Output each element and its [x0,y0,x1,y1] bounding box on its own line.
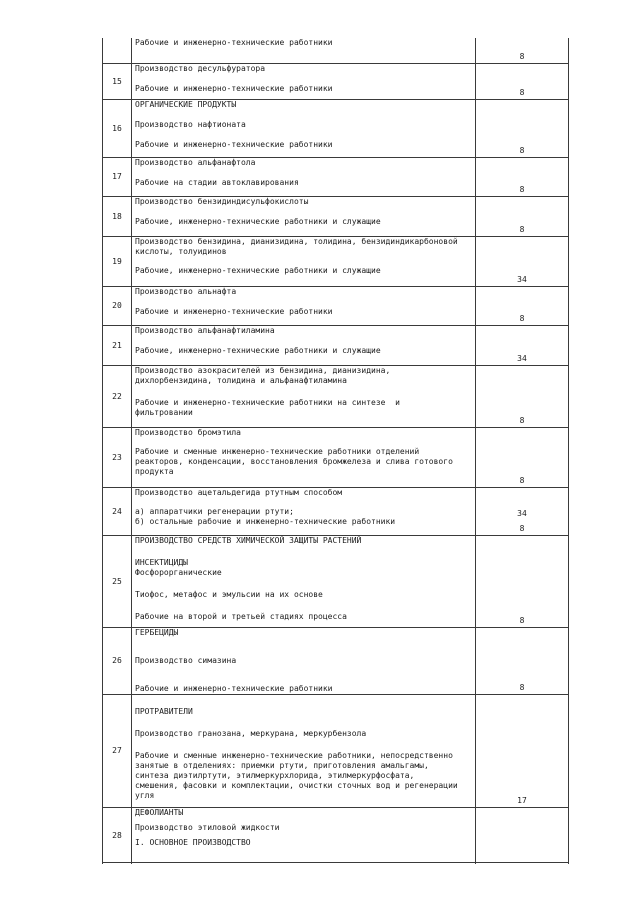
row-number: 18 [103,196,132,236]
row-number [103,38,132,63]
row-value: 8 [476,535,569,627]
row-number: 22 [103,365,132,427]
row-number: 15 [103,63,132,99]
table-row [103,427,569,487]
description-line: Производство симазина [135,655,237,665]
row-value: 8 [476,286,569,325]
description-line: Производство азокрасителей из бензидина, дианизидина, [135,365,391,375]
row-description [132,38,476,63]
table-row [103,157,569,196]
table-row [103,487,569,535]
row-number: 24 [103,487,132,535]
blank-line [135,578,472,590]
description-line: Рабочие на второй и третьей стадиях процесса [135,611,347,621]
blank-line [135,207,472,217]
description-line: Производство ацетальдегида ртутным способом [135,487,343,497]
blank-line [135,695,472,707]
hazard-table [102,38,569,864]
row-number: 27 [103,694,132,807]
value-bottom: 8 [519,523,525,533]
description-line: Производство бензидиндисульфокислоты [135,196,309,206]
blank-line [135,717,472,729]
blank-line [135,546,472,558]
description-line: Производство альнафта [135,286,237,296]
description-line: Производство альфанафтола [135,157,256,167]
row-description [132,325,476,365]
blank-line [135,168,472,178]
description-line: дихлорбензидина, толидина и альфанафтиламина [135,375,347,385]
description-line: Рабочие, инженерно-технические работники и служащие [135,265,381,275]
description-line: I. ОСНОВНОЕ ПРОИЗВОДСТВО [135,837,251,847]
row-number: 26 [103,627,132,694]
description-line: Рабочие и инженерно-технические работники [135,139,333,149]
description-line: Рабочие, инженерно-технические работники и служащие [135,216,381,226]
table-row [103,627,569,694]
row-description [132,63,476,99]
blank-line [135,600,472,612]
row-description [132,807,476,864]
description-line: Производство альфанафтиламина [135,325,275,335]
blank-line [135,74,472,84]
description-line: а) аппаратчики регенерации ртути; [135,506,294,516]
description-line: ГЕРБЕЦИДЫ [135,627,179,637]
row-value: 17 [476,694,569,807]
table-row [103,535,569,627]
table-row [103,286,569,325]
row-description [132,157,476,196]
row-number: 25 [103,535,132,627]
blank-line [135,498,472,507]
description-line: Производство гранозана, меркурана, меркурбензола [135,728,367,738]
blank-line [135,638,472,656]
row-number: 17 [103,157,132,196]
description-line: Рабочие на стадии автоклавирования [135,177,299,187]
row-description [132,487,476,535]
description-line: Рабочие и инженерно-технические работники [135,38,333,47]
description-line: Рабочие и инженерно-технические работники [135,306,333,316]
description-line: угля [135,790,155,800]
description-line: б) остальные рабочие и инженерно-технические работники [135,516,396,526]
row-description [132,99,476,157]
blank-line [135,110,472,120]
table-row [103,196,569,236]
description-line: Рабочие и сменные инженерно-технические работники отделений [135,446,420,456]
description-line: Тиофос, метафос и эмульсии на их основе [135,589,323,599]
table-row [103,63,569,99]
blank-line [135,666,472,684]
description-line: занятые в отделениях: приемки ртути, приготовления амальгамы, [135,760,429,770]
row-value: 8 [476,427,569,487]
row-value: 8 [476,365,569,427]
row-value: 34 [476,236,569,286]
table-row [103,236,569,286]
row-description [132,535,476,627]
row-number: 16 [103,99,132,157]
description-line: реакторов, конденсации, восстановления бромжелеза и слива готового [135,456,453,466]
row-value [476,807,569,864]
blank-line [135,438,472,447]
description-line: ОРГАНИЧЕСКИЕ ПРОДУКТЫ [135,99,237,109]
description-line: Рабочие и сменные инженерно-технические работники, непосредственно [135,750,453,760]
blank-line [135,739,472,751]
description-line: Производство десульфуратора [135,63,266,73]
table-row [103,38,569,63]
row-value: 8 [476,627,569,694]
description-line: Рабочие и инженерно-технические работники на синтезе и [135,397,400,407]
blank-line [135,386,472,398]
row-description [132,627,476,694]
row-description [132,236,476,286]
blank-line [135,297,472,307]
value-top: 34 [517,508,527,518]
description-line: ПРОИЗВОДСТВО СРЕДСТВ ХИМИЧЕСКОЙ ЗАЩИТЫ РАСТЕНИЙ [135,535,362,545]
blank-line [135,130,472,140]
row-value: 8 [476,196,569,236]
row-number: 20 [103,286,132,325]
description-line: ПРОТРАВИТЕЛИ [135,706,193,716]
table-row [103,694,569,807]
table-row [103,807,569,864]
table-row [103,365,569,427]
table-row [103,99,569,157]
description-line: смешения, фасовки и комплектации, очистки сточных вод и регенерации [135,780,458,790]
row-number: 23 [103,427,132,487]
description-line: кислоты, толуидинов [135,246,227,256]
row-description [132,427,476,487]
description-line: Рабочие, инженерно-технические работники и служащие [135,345,381,355]
description-line: Производство этиловой жидкости [135,822,280,832]
row-value: 8 [476,157,569,196]
description-line: Фосфорорганические [135,567,222,577]
row-number: 21 [103,325,132,365]
row-value: 34 [476,325,569,365]
description-line: ДЕФОЛИАНТЫ [135,807,184,817]
blank-line [135,336,472,346]
description-line: Производство нафтионата [135,119,246,129]
row-value: 8 [476,38,569,63]
description-line: Производство бромэтила [135,427,241,437]
row-value [476,487,569,535]
description-line: синтеза диэтилртути, этилмеркурхлорида, этилмеркурфосфата, [135,770,415,780]
table-bottom-border [102,862,569,863]
row-description [132,196,476,236]
description-line: фильтровании [135,407,193,417]
row-description [132,365,476,427]
description-line: Рабочие и инженерно-технические работники [135,683,333,693]
row-number: 19 [103,236,132,286]
description-line: Рабочие и инженерно-технические работники [135,83,333,93]
description-line: ИНСЕКТИЦИДЫ [135,557,188,567]
row-value: 8 [476,63,569,99]
blank-line [135,257,472,266]
row-value: 8 [476,99,569,157]
row-number: 28 [103,807,132,864]
row-description [132,694,476,807]
description-line: Производство бензидина, дианизидина, толидина, бензидиндикарбоновой [135,236,458,246]
description-line: продукта [135,466,174,476]
row-description [132,286,476,325]
table-row [103,325,569,365]
